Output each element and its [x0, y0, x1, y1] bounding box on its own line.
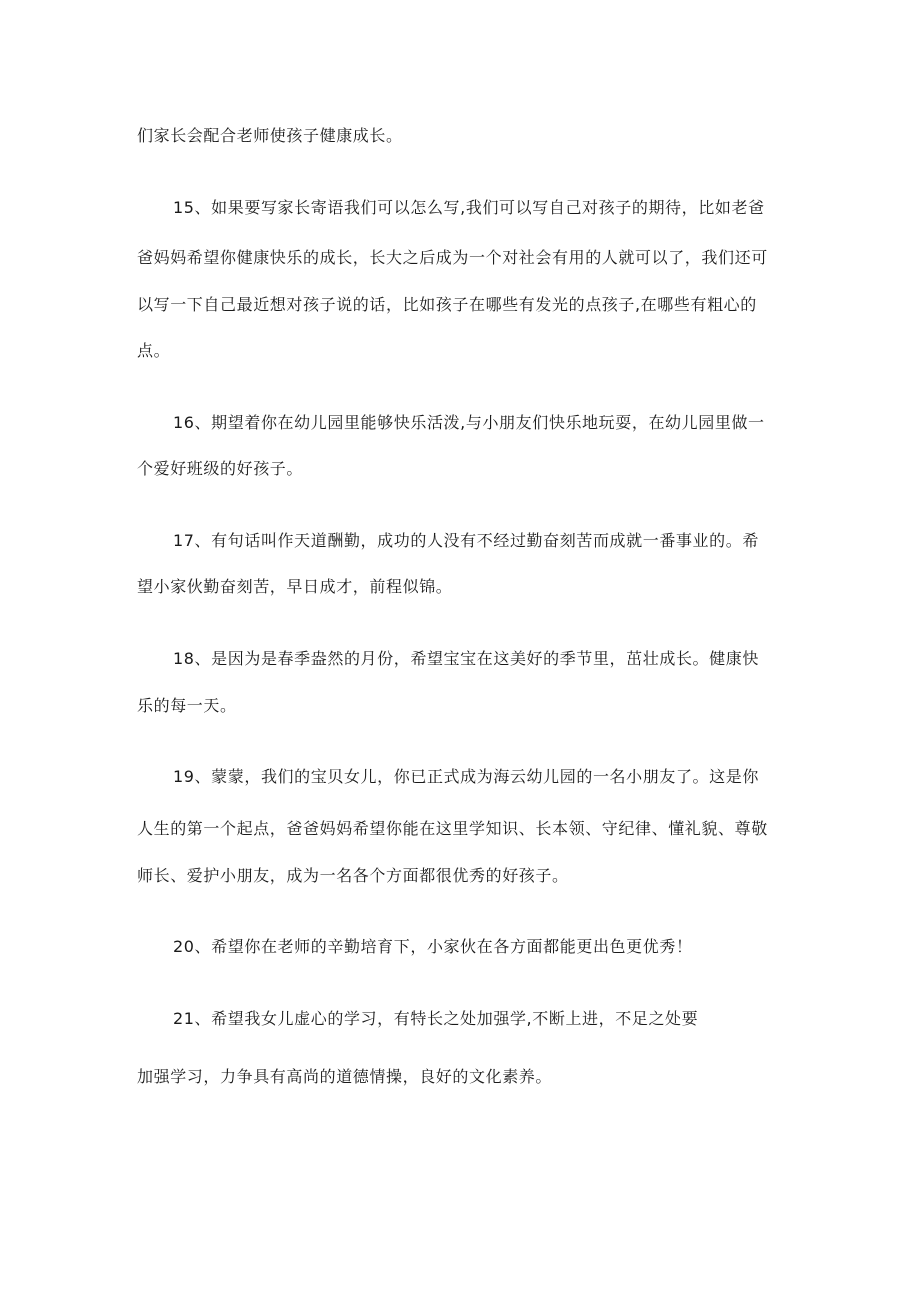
item-18-line-2: 乐的每一天。 — [137, 696, 237, 715]
item-19-line-2: 人生的第一个起点，爸爸妈妈希望你能在这里学知识、长本领、守纪律、懂礼貌、尊敬 — [137, 819, 768, 838]
item-16-line-2: 个爱好班级的好孩子。 — [137, 459, 304, 478]
item-15-line-1: 15、如果要写家长寄语我们可以怎么写,我们可以写自己对孩子的期待，比如老爸 — [173, 198, 765, 217]
item-16-line-1: 16、期望着你在幼儿园里能够快乐活泼,与小朋友们快乐地玩耍，在幼儿园里做一 — [173, 413, 765, 432]
intro-line-1: 们家长会配合老师使孩子健康成长。 — [137, 126, 403, 145]
item-19-line-3: 师长、爱护小朋友，成为一名各个方面都很优秀的好孩子。 — [137, 866, 569, 885]
item-17-line-1: 17、有句话叫作天道酬勤，成功的人没有不经过勤奋刻苦而成就一番事业的。希 — [173, 531, 759, 550]
item-21-line-1: 21、希望我女儿虚心的学习，有特长之处加强学,不断上进，不足之处要 — [173, 1009, 699, 1028]
item-21-line-2: 加强学习，力争具有高尚的道德情操，良好的文化素养。 — [137, 1067, 553, 1086]
item-15-line-3: 以写一下自己最近想对孩子说的话，比如孩子在哪些有发光的点孩子,在哪些有粗心的 — [137, 295, 757, 314]
item-15-line-4: 点。 — [137, 341, 171, 360]
item-17-line-2: 望小家伙勤奋刻苦，早日成才，前程似锦。 — [137, 577, 453, 596]
item-19-line-1: 19、蒙蒙，我们的宝贝女儿，你已正式成为海云幼儿园的一名小朋友了。这是你 — [173, 767, 759, 786]
item-15-line-2: 爸妈妈希望你健康快乐的成长，长大之后成为一个对社会有用的人就可以了，我们还可 — [137, 248, 768, 267]
item-18-line-1: 18、是因为是春季盎然的月份，希望宝宝在这美好的季节里，茁壮成长。健康快 — [173, 649, 759, 668]
item-20-line-1: 20、希望你在老师的辛勤培育下，小家伙在各方面都能更出色更优秀！ — [173, 937, 693, 956]
